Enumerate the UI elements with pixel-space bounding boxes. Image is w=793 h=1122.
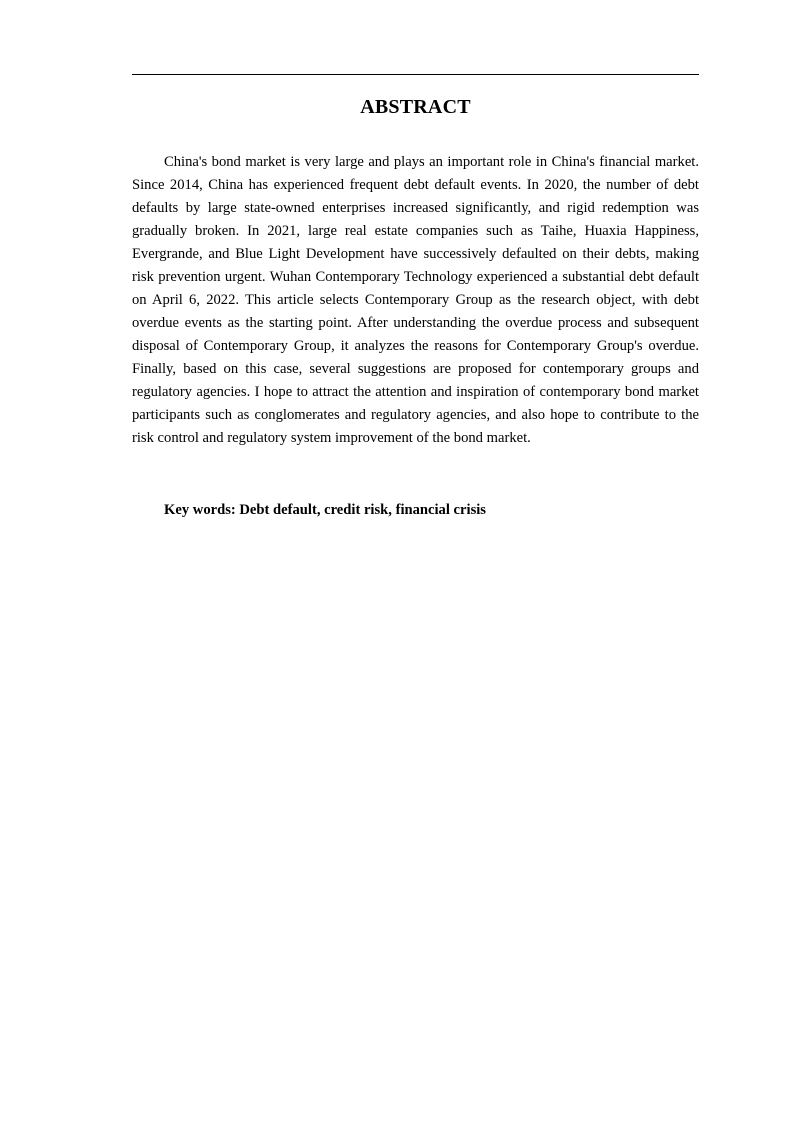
keywords-line: Key words: Debt default, credit risk, financial crisis — [164, 502, 486, 518]
header-rule — [132, 74, 699, 75]
abstract-title: ABSTRACT — [360, 96, 471, 118]
abstract-paragraph: China's bond market is very large and plays an important role in China's financial market. Since 2014, China has experienced frequent debt default events. In 2020, the number of debt defaults by large state-owned enterprises increased significantly, and rigid redemption was gradually broken. In 2021, large real estate companies such as Taihe, Huaxia Happiness, Evergrande, and Blue Light Development have successively defaulted on their debts, making risk prevention urgent. Wuhan Contemporary Technology experienced a substantial debt default on April 6, 2022. This article selects Contemporary Group as the research object, with debt overdue events as the starting point. After understanding the overdue process and subsequent disposal of Contemporary Group, it analyzes the reasons for Contemporary Group's overdue. Finally, based on this case, several suggestions are proposed for contemporary groups and regulatory agencies. I hope to attract the attention and inspiration of contemporary bond market participants such as conglomerates and regulatory agencies, and also hope to contribute to the risk control and regulatory system improvement of the bond market. — [132, 154, 699, 446]
